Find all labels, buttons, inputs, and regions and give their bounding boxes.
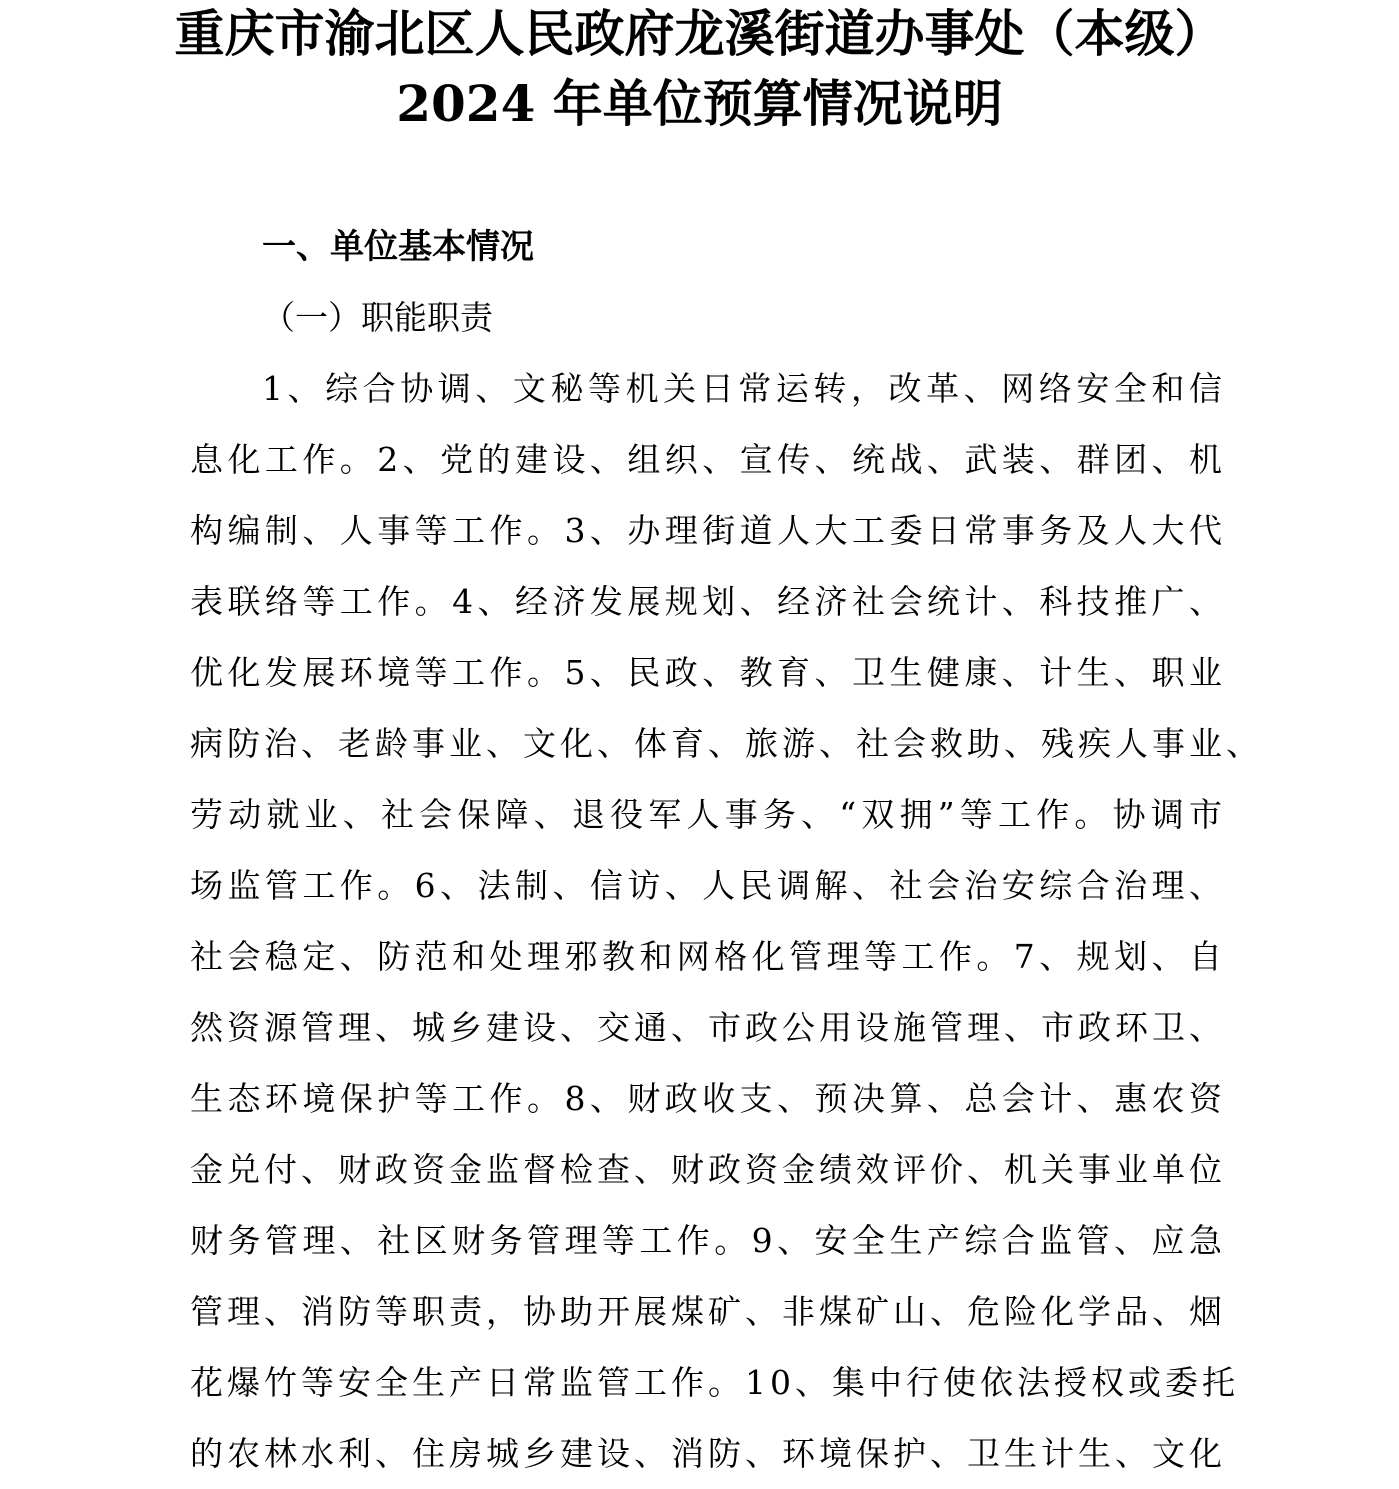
- body-line: 场监管工作。6、法制、信访、人民调解、社会治安综合治理、: [190, 866, 1226, 905]
- document-title-line-1: 重庆市渝北区人民政府龙溪街道办事处（本级）: [174, 4, 1225, 63]
- body-line: 的农林水利、住房城乡建设、消防、环境保护、卫生计生、文化: [190, 1434, 1226, 1473]
- body-line: 优化发展环境等工作。5、民政、教育、卫生健康、计生、职业: [190, 653, 1226, 692]
- body-line: 1、综合协调、文秘等机关日常运转，改革、网络安全和信: [262, 369, 1226, 408]
- body-line: 劳动就业、社会保障、退役军人事务、“双拥”等工作。协调市: [190, 795, 1226, 834]
- subsection-heading: （一）职能职责: [262, 298, 493, 337]
- body-line: 病防治、老龄事业、文化、体育、旅游、社会救助、残疾人事业、: [190, 724, 1263, 763]
- body-paragraph: [190, 353, 1263, 1489]
- body-line: 社会稳定、防范和处理邪教和网格化管理等工作。7、规划、自: [190, 937, 1226, 976]
- body-line: 表联络等工作。4、经济发展规划、经济社会统计、科技推广、: [190, 582, 1226, 621]
- body-line: 金兑付、财政资金监督检查、财政资金绩效评价、机关事业单位: [190, 1150, 1226, 1189]
- document-title-line-2: 2024 年单位预算情况说明: [396, 74, 1003, 133]
- body-line: 财务管理、社区财务管理等工作。9、安全生产综合监管、应急: [190, 1221, 1226, 1260]
- body-line: 构编制、人事等工作。3、办理街道人大工委日常事务及人大代: [190, 511, 1226, 550]
- body-line: 然资源管理、城乡建设、交通、市政公用设施管理、市政环卫、: [190, 1008, 1226, 1047]
- body-line: 花爆竹等安全生产日常监管工作。10、集中行使依法授权或委托: [190, 1363, 1239, 1402]
- body-line: 管理、消防等职责，协助开展煤矿、非煤矿山、危险化学品、烟: [190, 1292, 1226, 1331]
- body-line: 生态环境保护等工作。8、财政收支、预决算、总会计、惠农资: [190, 1079, 1226, 1118]
- body-line: 息化工作。2、党的建设、组织、宣传、统战、武装、群团、机: [190, 440, 1226, 479]
- section-heading: 一、单位基本情况: [262, 227, 534, 267]
